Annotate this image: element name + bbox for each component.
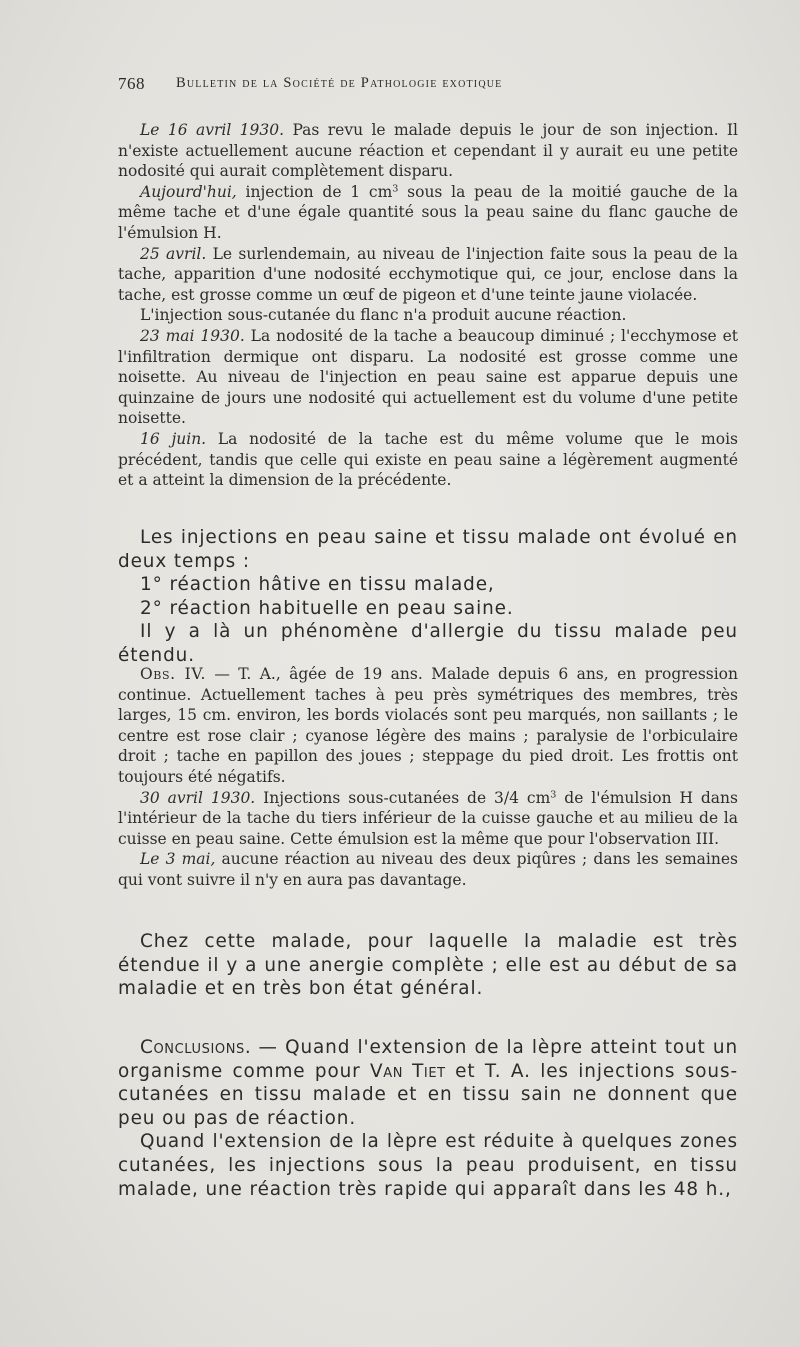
- paragraph-aujourdhui: [118, 182, 738, 244]
- paragraph-23-mai: [118, 326, 738, 429]
- paragraph-30-avril: [118, 788, 738, 850]
- paragraph-text: La nodosité de la tache est du même volume que le mois précédent, tandis que celle qui existe en peau saine a légèrement augmenté et a atteint la dimension de la précédente.: [118, 429, 738, 490]
- date-25-avril: 25 avril.: [140, 244, 207, 263]
- commentary-block-1: [118, 526, 738, 668]
- paragraph-3-mai: [118, 849, 738, 890]
- conclusions-block: [118, 1036, 738, 1201]
- observation-label: Obs. IV.: [140, 665, 206, 683]
- paragraph-text: Le surlendemain, au niveau de l'injection faite sous la peau de la tache, apparition d'une nodosité ecchymotique qui, ce jour, enclose dans la tache, est grosse comme un œuf de pigeon et d'une teinte jaune violacée.: [118, 244, 738, 304]
- paragraph-text: sous la peau de la moitié gauche de la même tache et d'une égale quantité sous la peau saine du flanc gauche de l'émulsion H.: [118, 182, 738, 242]
- observation-iv-paragraph: [118, 664, 738, 788]
- paragraph-text: L'injection sous-cutanée du flanc n'a produit aucune réaction.: [140, 306, 627, 325]
- date-16-juin: 16 juin.: [140, 429, 207, 448]
- page-number: 768: [118, 74, 145, 93]
- patient-name: Van Tiet: [370, 1060, 446, 1082]
- paragraph-16-juin: [118, 429, 738, 491]
- paragraph-injection-flanc: [118, 305, 738, 326]
- date-30-avril: 30 avril 1930.: [140, 788, 256, 807]
- paragraph-text: Pas revu le malade depuis le jour de son injection. Il n'existe actuellement aucune réaction et cependant il y aurait eu une petite nodosité qui aurait complètement disparu.: [118, 121, 738, 181]
- date-23-mai: 23 mai 1930.: [140, 326, 245, 345]
- commentary-conclusion: Il y a là un phénomène d'allergie du tissu malade peu étendu.: [118, 621, 738, 666]
- conclusions-label: Conclusions.: [140, 1037, 252, 1058]
- paragraph-text: Injections sous-cutanées de 3/4 cm: [255, 788, 551, 807]
- paragraph-text: injection de 1 cm: [236, 182, 393, 201]
- paragraph-text: — Quand l'extension de la lèpre atteint tout un organisme comme pour: [118, 1037, 738, 1082]
- date-aujourdhui: Aujourd'hui,: [140, 182, 237, 201]
- running-title: Bulletin de la Société de Pathologie exotique: [176, 75, 503, 91]
- paragraph-text: La nodosité de la tache a beaucoup diminué ; l'ecchymose et l'infiltration dermique ont disparu. La nodosité est grosse comme une noisette. Au niveau de l'injection en peau saine est apparue depuis une quinzaine de jours une nodosité qui actuellement est du volume d'une petite noisette.: [118, 326, 738, 428]
- conclusions-paragraph-2: Quand l'extension de la lèpre est réduite à quelques zones cutanées, les injections sous la peau produisent, en tissu malade, une réaction très rapide qui apparaît dans les 48 h.,: [118, 1131, 738, 1200]
- observation-iv-block: [118, 664, 738, 891]
- page-header: [118, 74, 738, 98]
- superscript: 3: [550, 789, 557, 801]
- paragraph-text: aucune réaction au niveau des deux piqûres ; dans les semaines qui vont suivre il n'y en aura pas davantage.: [118, 850, 738, 889]
- commentary-block-2: [118, 930, 738, 1001]
- paragraph-text: — T. A., âgée de 19 ans. Malade depuis 6 ans, en progression continue. Actuellement taches à peu près symétriques des membres, très larges, 15 cm. environ, les bords violacés sont peu marqués, non saillants ; le centre est rose clair ; cyanose légère des mains ; paralysie de l'orbiculaire droit ; tache en papillon des joues ; steppage du pied droit. Les frottis ont toujours été négatifs.: [118, 665, 738, 786]
- superscript: 3: [392, 183, 399, 195]
- paragraph-text: de l'émulsion H dans l'intérieur de la tache du tiers inférieur de la cuisse gauche et au milieu de la cuisse en peau saine. Cette émulsion est la même que pour l'observation III.: [118, 788, 738, 848]
- commentary-item-1: 1° réaction hâtive en tissu malade,: [140, 574, 495, 596]
- conclusions-paragraph-1: [118, 1036, 738, 1130]
- paragraph-25-avril: [118, 244, 738, 306]
- observation-text-block: [118, 120, 738, 491]
- paragraph-16-avril: [118, 120, 738, 182]
- commentary-anergie: Chez cette malade, pour laquelle la maladie est très étendue il y a une anergie complète ; elle est au début de sa maladie et en très bon état général.: [118, 931, 738, 1000]
- date-16-avril: Le 16 avril 1930.: [140, 121, 285, 139]
- commentary-item-2: 2° réaction habituelle en peau saine.: [140, 597, 514, 619]
- commentary-intro: Les injections en peau saine et tissu malade ont évolué en deux temps :: [118, 527, 738, 572]
- date-3-mai: Le 3 mai,: [140, 850, 216, 869]
- paragraph-text: et T. A. les injections sous-cutanées en tissu malade et en tissu sain ne donnent que peu ou pas de réaction.: [118, 1060, 738, 1129]
